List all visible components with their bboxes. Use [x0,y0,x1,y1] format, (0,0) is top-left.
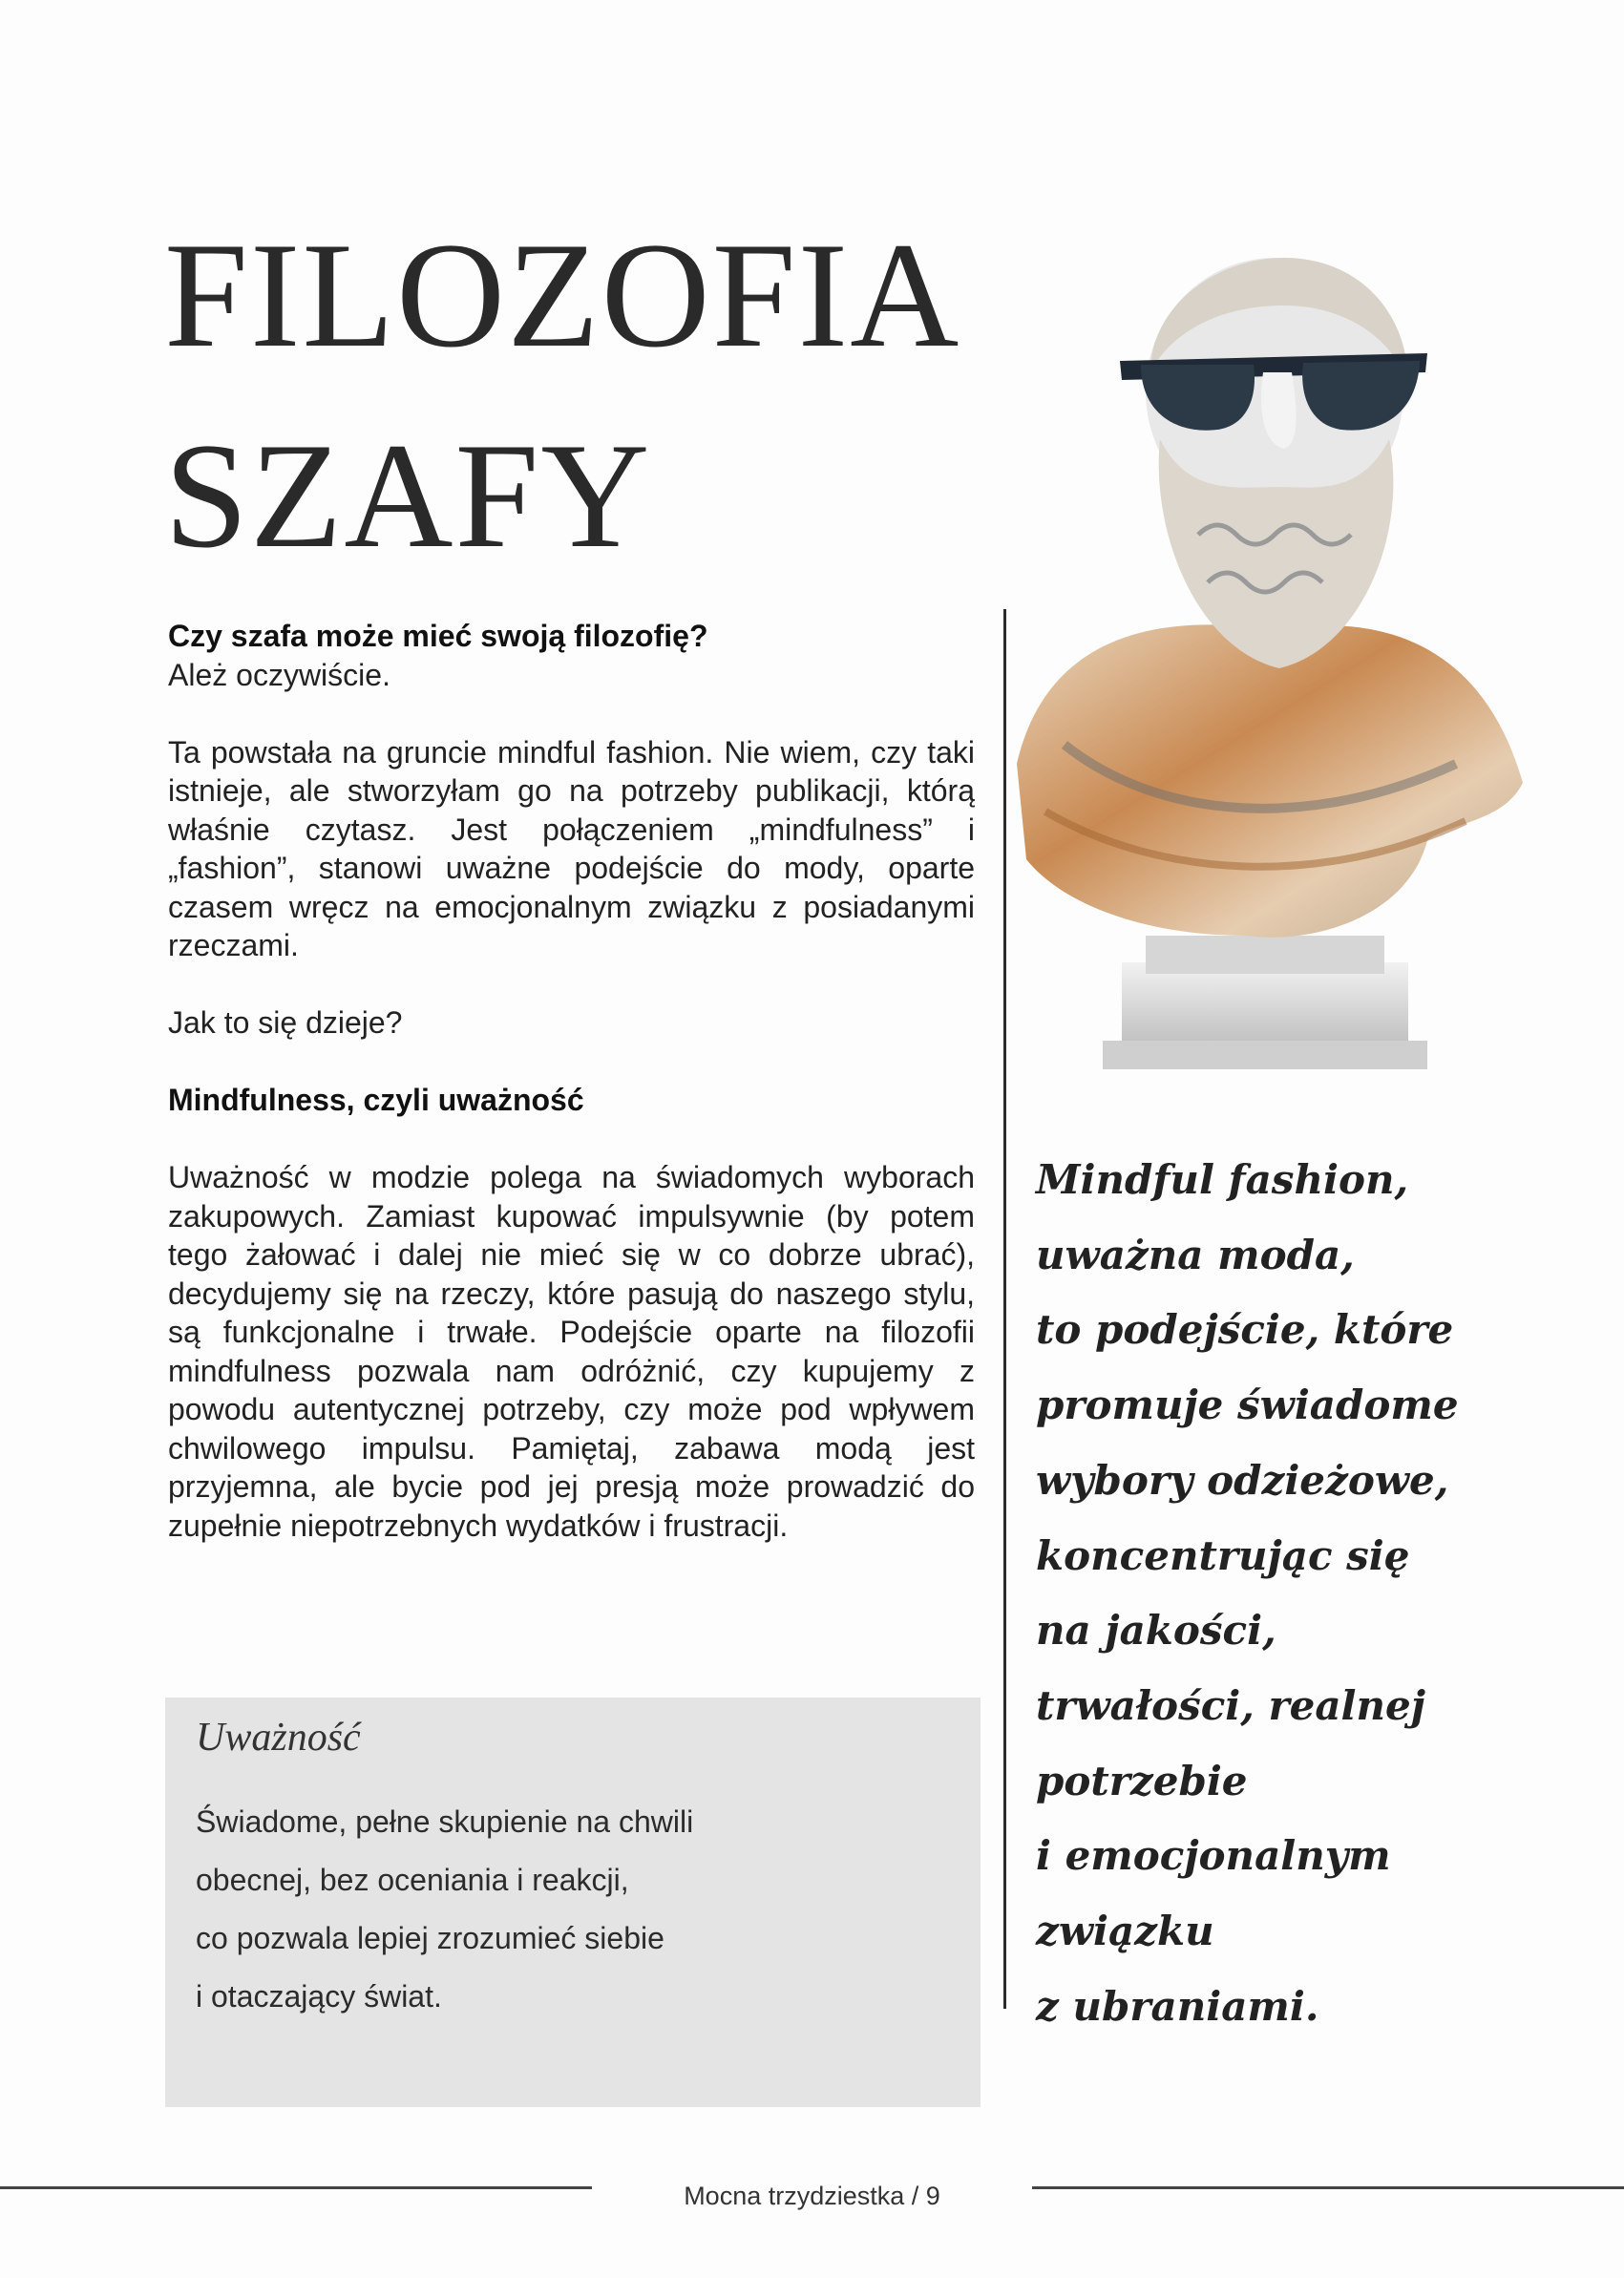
quote-line: promuje świadome [1036,1382,1459,1429]
quote-line: koncentrując się [1036,1531,1410,1579]
quote-line: związku [1036,1908,1214,1955]
quote-line: na jakości, [1036,1607,1276,1655]
quote-line: trwałości, realnej [1036,1681,1425,1729]
definition-title: Uważność [196,1716,361,1760]
drapery [1017,624,1523,938]
quote-line: Mindful fashion, [1036,1156,1409,1203]
definition-line: i otaczający świat. [196,1979,442,2014]
definition-text [196,1793,693,2026]
intro-answer: Ależ oczywiście. [168,657,390,692]
page-title [164,196,960,597]
philosopher-bust-illustration [1007,248,1542,1088]
quote-line: potrzebie [1036,1757,1248,1804]
pedestal-base [1103,1041,1427,1069]
definition-line: Świadome, pełne skupienie na chwili [196,1804,694,1839]
quote-line: wybory odzieżowe, [1036,1456,1449,1504]
intro-section [168,617,975,1545]
intro-paragraph: Ta powstała na gruncie mindful fashion. Nie wiem, czy taki istnieje, ale stworzyłam go na potrzeby publikacji, którą właśnie czytasz. Jest połączeniem „mindfulness” i „fashion”, stanowi uważne podejście do mody, oparte czasem wręcz na emocjonalnym związku z posiadanymi rzeczami. [168,734,975,962]
quote-line: to podejście, które [1036,1306,1454,1354]
column-divider [1003,609,1006,2009]
pull-quote [1036,1143,1459,2044]
title-line-1: FILOZOFIA [164,212,961,379]
section-heading: Mindfulness, czyli uważność [168,1083,584,1117]
definition-line: obecnej, bez oceniania i reakcji, [196,1863,629,1897]
title-line-2: SZAFY [164,412,652,580]
section-paragraph: Uważność w modzie polega na świadomych wyborach zakupowych. Zamiast kupować impulsywnie (by potem tego żałować i dalej nie mieć się w co dobrze ubrać), decydujemy się na rzeczy, które pasują do naszego stylu, są funkcjonalne i trwałe. Podejście oparte na filozofii mindfulness pozwala nam odróżnić, czy kupujemy z powodu autentycznej potrzeby, czy może pod wpływem chwilowego impulsu. Pamiętaj, zabawa modą jest przyjemna, ale bycie pod jej presją może prowadzić do zupełnie niepotrzebnych wydatków i frustracji. [168,1160,975,1543]
footer-page-label: Mocna trzydziestka / 9 [684,2182,940,2210]
quote-line: z ubraniami. [1036,1982,1319,2030]
intro-how: Jak to się dzieje? [168,1005,403,1040]
definition-line: co pozwala lepiej zrozumieć siebie [196,1921,664,1955]
definition-box [165,1698,981,2107]
intro-question: Czy szafa może mieć swoją filozofię? [168,619,708,653]
quote-line: i emocjonalnym [1036,1832,1391,1880]
quote-line: uważna moda, [1036,1231,1355,1278]
